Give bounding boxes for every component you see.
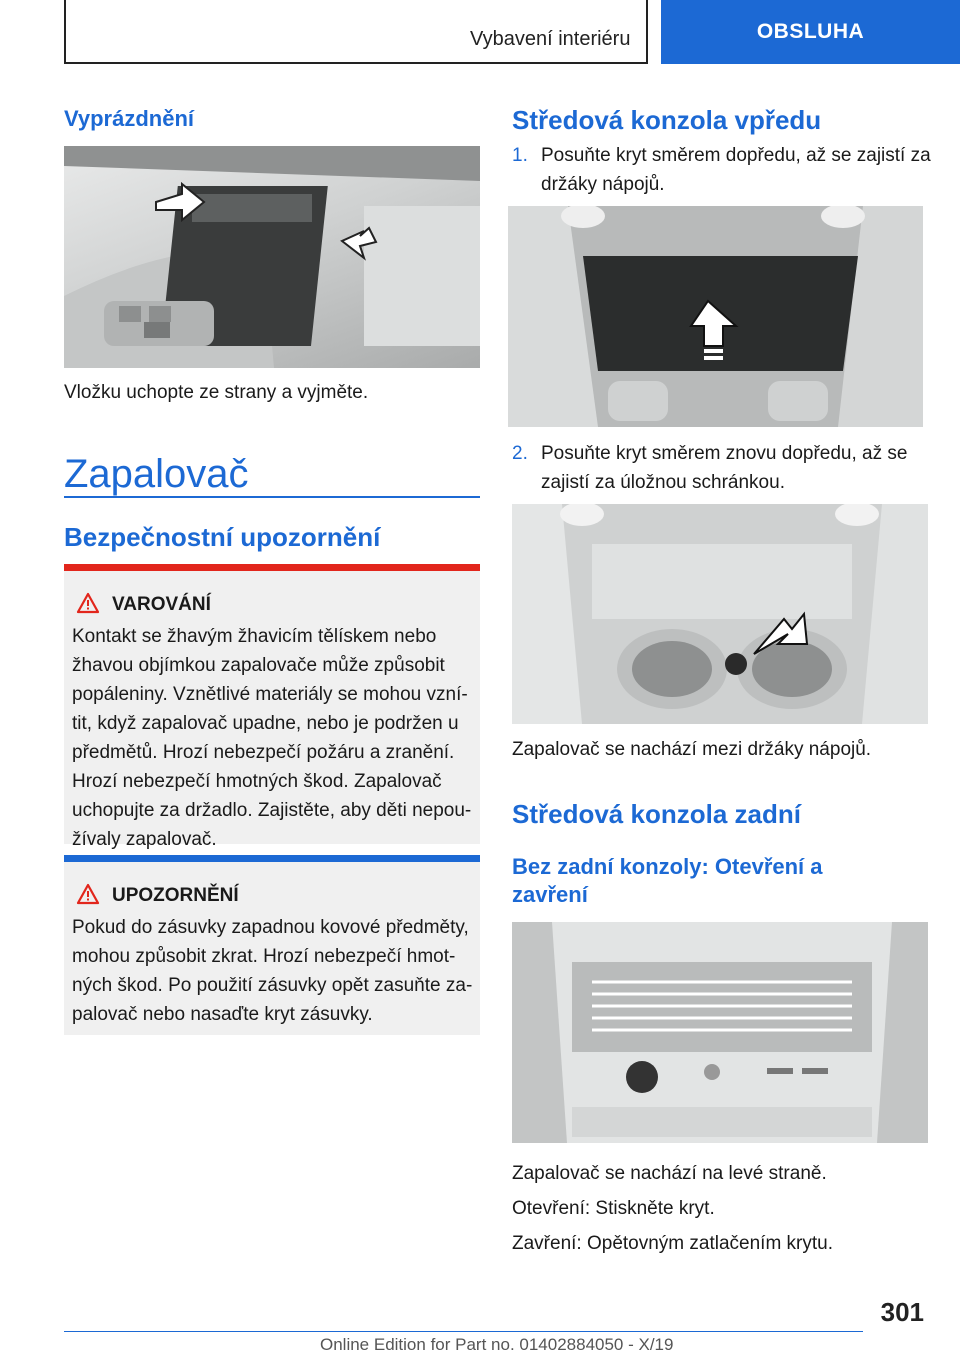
caution-line: Pokud do zásuvky zapadnou kovové předměty, [72, 917, 469, 938]
step-number: 1. [512, 145, 528, 166]
step-number: 2. [512, 443, 528, 464]
warning-line: Hrozí nebezpečí hmotných škod. Zapalovač [72, 771, 442, 792]
subheading-line: Bez zadní konzoly: Otevření a [512, 854, 823, 879]
heading-rear-subsection [512, 853, 823, 909]
header-chapter-tab: OBSLUHA [661, 0, 960, 64]
caption-ashtray: Vložku uchopte ze strany a vyjměte. [64, 382, 369, 403]
rear-text-line: Zavření: Opětovným zatlačením krytu. [512, 1233, 834, 1254]
warning-line: předmětů. Hrozí nebezpečí požáru a zranění. [72, 742, 455, 763]
warning-line: Kontakt se žhavým žhavicím tělískem nebo [72, 626, 437, 647]
page-number: 301 [880, 1297, 924, 1327]
caution-title: UPOZORNĚNÍ [112, 885, 239, 906]
rear-text-line: Otevření: Stiskněte kryt. [512, 1198, 715, 1219]
warning-line: žívaly zapalovač. [72, 829, 217, 850]
rear-text-line: Zapalovač se nachází na levé straně. [512, 1163, 827, 1184]
caution-text [72, 913, 476, 1029]
warning-triangle-icon [76, 592, 100, 614]
heading-vyprazdneni: Vyprázdnění [64, 106, 194, 131]
chapter-rule [64, 496, 480, 498]
warning-text [72, 622, 476, 854]
footer-edition: Online Edition for Part no. 01402884050 - X/19 [320, 1335, 674, 1354]
caution-triangle-icon [76, 883, 100, 905]
warning-line: popáleniny. Vznětlivé materiály se mohou vzní‐ [72, 684, 468, 705]
warning-box [64, 564, 480, 850]
step-line: Posuňte kryt směrem dopředu, až se zajistí za [541, 145, 931, 166]
heading-front-console: Středová konzola vpředu [512, 105, 822, 135]
chapter-title-zapalovac: Zapalovač [64, 452, 249, 496]
step-line: držáky nápojů. [541, 174, 665, 195]
heading-safety: Bezpečnostní upozornění [64, 522, 381, 552]
rear-console-photo [512, 922, 928, 1143]
caution-line: mohou způsobit zkrat. Hrozí nebezpečí hmot‐ [72, 946, 456, 967]
front-console-lighter-photo [512, 504, 928, 724]
step-line: Posuňte kryt směrem znovu dopředu, až se [541, 443, 908, 464]
subheading-line: zavření [512, 882, 588, 907]
header-section-title: Vybavení interiéru [470, 28, 631, 50]
warning-title: VAROVÁNÍ [112, 594, 211, 615]
warning-line: uchopujte za držadlo. Zajistěte, aby děti nepou‐ [72, 800, 472, 821]
heading-rear-console: Středová konzola zadní [512, 799, 801, 829]
footer-rule [64, 1331, 863, 1332]
caution-box [64, 855, 480, 1035]
caution-bar [64, 855, 480, 862]
rear-console-text [512, 1156, 833, 1261]
step-line: zajistí za úložnou schránkou. [541, 472, 785, 493]
warning-line: tit, když zapalovač upadne, nebo je podržen u [72, 713, 459, 734]
ashtray-photo [64, 146, 480, 368]
caution-line: palovač nebo nasaďte kryt zásuvky. [72, 1004, 373, 1025]
warning-line: žhavou objímkou zapalovače může způsobit [72, 655, 445, 676]
front-console-cover-photo [508, 206, 923, 427]
caption-front-lighter: Zapalovač se nachází mezi držáky nápojů. [512, 739, 872, 760]
warning-bar [64, 564, 480, 571]
caution-line: ných škod. Po použití zásuvky opět zasuňte za‐ [72, 975, 473, 996]
